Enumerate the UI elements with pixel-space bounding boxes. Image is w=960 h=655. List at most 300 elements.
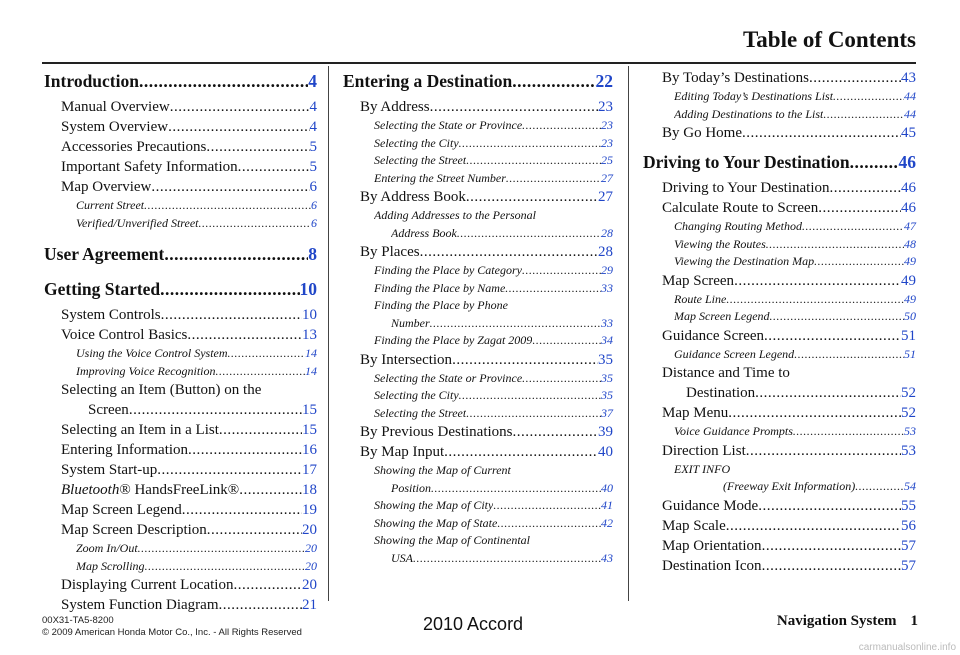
- toc-leader-dots: [793, 423, 904, 441]
- toc-page-number[interactable]: 46: [901, 180, 916, 196]
- page-number: 1: [910, 613, 918, 629]
- toc-leader-dots: [239, 480, 302, 500]
- toc-leader-dots: [512, 68, 595, 94]
- toc-entry[interactable]: [44, 575, 317, 595]
- toc-entry-title: Displaying Current Location: [61, 577, 234, 593]
- toc-entry[interactable]: [643, 423, 916, 441]
- toc-page-number[interactable]: 43: [901, 70, 916, 86]
- toc-entry[interactable]: [343, 97, 613, 117]
- toc-entry-title: Map Scrolling: [76, 558, 145, 573]
- toc-entry-title: Position: [391, 480, 432, 495]
- toc-entry[interactable]: [44, 500, 317, 520]
- toc-leader-dots: [161, 305, 302, 325]
- toc-entry[interactable]: [44, 480, 317, 500]
- toc-page-number[interactable]: 14: [305, 363, 317, 378]
- toc-leader-dots: [506, 170, 601, 188]
- toc-leader-dots: [138, 540, 305, 558]
- toc-page-number[interactable]: 52: [901, 385, 916, 401]
- toc-page-number[interactable]: 28: [598, 244, 613, 260]
- toc-entry-title: System Controls: [61, 307, 161, 323]
- toc-entry-title: By Places: [360, 244, 420, 260]
- toc-page-number[interactable]: 40: [601, 480, 613, 495]
- toc-entry[interactable]: [44, 177, 317, 197]
- toc-entry-title: Editing Today’s Destinations List: [674, 89, 834, 103]
- toc-entry[interactable]: [643, 516, 916, 536]
- toc-entry[interactable]: [643, 363, 916, 383]
- toc-entry[interactable]: [643, 178, 916, 198]
- toc-entry-title: Important Safety Information: [61, 159, 238, 175]
- toc-entry[interactable]: [44, 380, 317, 400]
- footer-nav: [777, 613, 918, 630]
- toc-entry-title: Showing the Map of Current: [374, 463, 511, 477]
- toc-entry-title: EXIT INFO: [674, 461, 731, 476]
- toc-page-number[interactable]: 5: [309, 159, 317, 175]
- toc-entry[interactable]: [643, 403, 916, 423]
- toc-page-number[interactable]: 51: [904, 346, 916, 361]
- toc-page-number[interactable]: 56: [901, 517, 916, 534]
- toc-leader-dots: [809, 68, 901, 88]
- toc-entry-title: Map Screen Legend: [61, 502, 182, 518]
- footer-model: 2010 Accord: [423, 614, 524, 634]
- toc-page-number[interactable]: 13: [302, 327, 317, 343]
- toc-page-number[interactable]: 48: [904, 236, 916, 251]
- toc-leader-dots: [219, 595, 303, 615]
- toc-page-number[interactable]: 53: [904, 424, 916, 438]
- toc-entry[interactable]: [643, 383, 916, 403]
- toc-page-number[interactable]: 21: [302, 597, 317, 613]
- toc-page-number[interactable]: 35: [601, 388, 613, 402]
- toc-entry[interactable]: [343, 170, 613, 188]
- toc-entry[interactable]: [44, 97, 317, 117]
- toc-leader-dots: [742, 123, 901, 143]
- toc-leader-dots: [145, 558, 305, 576]
- toc-entry[interactable]: [44, 276, 317, 302]
- toc-entry[interactable]: [343, 480, 613, 498]
- toc-entry[interactable]: [44, 363, 317, 381]
- toc-entry-title: Destination: [686, 385, 756, 401]
- toc-entry-title: By Intersection: [360, 351, 453, 368]
- toc-entry[interactable]: [343, 497, 613, 515]
- toc-column-2: [343, 68, 613, 567]
- toc-page-number[interactable]: 46: [898, 152, 916, 172]
- toc-entry-title: Selecting the Street: [374, 153, 467, 167]
- toc-leader-dots: [160, 276, 299, 302]
- toc-leader-dots: [157, 460, 302, 480]
- toc-entry-title: By Go Home: [662, 125, 742, 141]
- toc-entry[interactable]: [44, 400, 317, 420]
- toc-entry[interactable]: [343, 532, 613, 550]
- toc-leader-dots: [726, 516, 901, 536]
- toc-entry[interactable]: [643, 198, 916, 218]
- toc-entry[interactable]: [44, 137, 317, 157]
- toc-leader-dots: [228, 345, 305, 363]
- toc-entry[interactable]: [44, 440, 317, 460]
- toc-entry[interactable]: [44, 68, 317, 94]
- toc-leader-dots: [814, 253, 904, 271]
- toc-entry[interactable]: [44, 157, 317, 177]
- toc-entry[interactable]: [343, 242, 613, 262]
- toc-entry-title: Map Orientation: [662, 537, 762, 554]
- toc-entry-title-rest: ® HandsFreeLink®: [119, 482, 240, 498]
- toc-leader-dots: [188, 440, 302, 460]
- toc-page-number[interactable]: 54: [904, 479, 916, 493]
- toc-entry-title: Map Menu: [662, 405, 729, 421]
- toc-leader-dots: [734, 271, 901, 291]
- toc-entry[interactable]: [643, 218, 916, 236]
- toc-leader-dots: [207, 520, 302, 540]
- toc-entry[interactable]: [643, 253, 916, 271]
- toc-leader-dots: [129, 400, 302, 420]
- toc-entry[interactable]: [643, 88, 916, 106]
- toc-leader-dots: [151, 177, 309, 197]
- toc-leader-dots: [850, 149, 899, 175]
- toc-entry-title: Number: [391, 315, 430, 330]
- toc-entry[interactable]: [343, 350, 613, 370]
- toc-entry[interactable]: [44, 117, 317, 137]
- toc-page-number[interactable]: 18: [302, 482, 317, 498]
- toc-entry[interactable]: [643, 291, 916, 309]
- toc-entry[interactable]: [44, 197, 317, 215]
- toc-leader-dots: [199, 215, 311, 233]
- toc-page-number[interactable]: 45: [901, 125, 916, 141]
- toc-entry[interactable]: [44, 345, 317, 363]
- toc-leader-dots: [764, 326, 901, 346]
- toc-entry-title: By Map Input: [360, 444, 445, 460]
- toc-page-number[interactable]: 53: [901, 442, 916, 459]
- toc-leader-dots: [746, 441, 901, 461]
- toc-entry[interactable]: [343, 280, 613, 298]
- toc-entry-title: Improving Voice Recognition: [76, 363, 216, 378]
- footer-nav-label: Navigation System: [776, 613, 897, 629]
- toc-page-number[interactable]: 46: [901, 200, 916, 216]
- toc-leader-dots: [818, 198, 901, 218]
- toc-page-number[interactable]: 28: [601, 225, 613, 240]
- copyright: © 2009 American Honda Motor Co., Inc. - All Rights Reserved: [42, 627, 302, 638]
- toc-page-number[interactable]: 5: [309, 139, 317, 155]
- toc-entry-title: System Function Diagram: [61, 597, 219, 613]
- toc-entry[interactable]: [643, 461, 916, 479]
- toc-page-number[interactable]: 23: [601, 118, 613, 132]
- toc-entry-title: Zoom In/Out: [76, 541, 138, 555]
- toc-leader-dots: [726, 291, 904, 309]
- toc-page-number[interactable]: 35: [598, 351, 613, 368]
- toc-leader-dots: [459, 387, 601, 405]
- toc-leader-dots: [459, 135, 601, 153]
- toc-entry-title: By Previous Destinations: [360, 424, 513, 440]
- toc-leader-dots: [452, 350, 598, 370]
- toc-page-number[interactable]: 19: [302, 502, 317, 518]
- toc-entry-title: Selecting the City: [374, 388, 459, 402]
- toc-leader-dots: [830, 178, 901, 198]
- toc-entry-title: Changing Routing Method: [674, 219, 802, 233]
- toc-entry[interactable]: [343, 332, 613, 350]
- toc-leader-dots: [413, 550, 601, 568]
- toc-entry-title: System Overview: [61, 119, 169, 135]
- toc-leader-dots: [762, 556, 901, 576]
- toc-page-number[interactable]: 55: [901, 497, 916, 514]
- toc-entry-title: Guidance Screen Legend: [674, 346, 795, 361]
- toc-entry[interactable]: [44, 420, 317, 440]
- toc-page-number[interactable]: 25: [601, 153, 613, 167]
- toc-page-number[interactable]: 29: [601, 263, 613, 277]
- toc-page-number[interactable]: 40: [598, 444, 613, 460]
- toc-leader-dots: [238, 157, 310, 177]
- toc-entry[interactable]: [343, 187, 613, 207]
- toc-entry[interactable]: [643, 308, 916, 326]
- toc-entry[interactable]: [643, 346, 916, 364]
- column-divider: [328, 66, 329, 601]
- toc-leader-dots: [823, 106, 904, 124]
- toc-page-number[interactable]: 10: [299, 279, 317, 299]
- toc-entry[interactable]: [343, 315, 613, 333]
- toc-entry-title: Viewing the Routes: [674, 236, 766, 251]
- toc-entry[interactable]: [643, 496, 916, 516]
- toc-page-number[interactable]: 27: [601, 170, 613, 185]
- toc-entry[interactable]: [343, 405, 613, 423]
- toc-entry-title: Finding the Place by Category: [374, 263, 522, 277]
- toc-entry[interactable]: [343, 462, 613, 480]
- toc-page-number[interactable]: 52: [901, 405, 916, 421]
- toc-page-number[interactable]: 47: [904, 219, 916, 233]
- toc-entry-title: Manual Overview: [61, 99, 170, 115]
- toc-entry-title: System Start-up: [61, 462, 158, 478]
- toc-entry[interactable]: [643, 326, 916, 346]
- toc-page-number[interactable]: 20: [305, 558, 317, 573]
- toc-leader-dots: [466, 152, 601, 170]
- toc-entry-title: Entering Information: [61, 442, 189, 458]
- toc-page-number[interactable]: 6: [311, 215, 317, 230]
- toc-entry[interactable]: [343, 117, 613, 135]
- toc-entry-title: Map Screen: [662, 272, 735, 289]
- toc-entry-title: Calculate Route to Screen: [662, 200, 819, 216]
- toc-page-number[interactable]: 51: [901, 327, 916, 344]
- toc-leader-dots: [168, 117, 309, 137]
- toc-entry[interactable]: [44, 325, 317, 345]
- toc-leader-dots: [466, 187, 598, 207]
- toc-entry-title: Selecting the State or Province: [374, 370, 523, 385]
- toc-entry[interactable]: [643, 123, 916, 143]
- toc-entry-title-italic: Bluetooth: [61, 482, 120, 498]
- toc-entry[interactable]: [343, 515, 613, 533]
- toc-entry-title: Showing the Map of State: [374, 515, 498, 530]
- toc-entry-title: Direction List: [662, 442, 746, 459]
- toc-leader-dots: [164, 241, 308, 267]
- toc-entry[interactable]: [44, 595, 317, 615]
- toc-page-number[interactable]: 4: [308, 71, 317, 91]
- toc-page-number[interactable]: 4: [309, 119, 317, 135]
- toc-leader-dots: [855, 478, 904, 496]
- toc-entry-title: By Address Book: [360, 189, 466, 205]
- toc-entry-title: Showing the Map of City: [374, 498, 494, 512]
- toc-entry-title: Finding the Place by Name: [374, 280, 506, 295]
- toc-leader-dots: [497, 515, 601, 533]
- toc-entry[interactable]: [343, 422, 613, 442]
- toc-page-number[interactable]: 34: [601, 333, 613, 347]
- toc-page-number[interactable]: 49: [904, 291, 916, 306]
- toc-page-number[interactable]: 42: [601, 515, 613, 530]
- toc-leader-dots: [219, 420, 302, 440]
- column-divider: [628, 66, 629, 601]
- watermark: carmanualsonline.info: [858, 642, 956, 653]
- header-rule: [42, 62, 916, 64]
- toc-leader-dots: [139, 68, 308, 94]
- toc-entry[interactable]: [643, 68, 916, 88]
- toc-entry-title: Driving to Your Destination: [643, 152, 850, 172]
- toc-entry[interactable]: [44, 520, 317, 540]
- toc-leader-dots: [522, 370, 601, 388]
- toc-page-number[interactable]: 50: [904, 309, 916, 323]
- toc-entry-title: Guidance Mode: [662, 497, 759, 514]
- toc-leader-dots: [505, 280, 601, 298]
- toc-page-number[interactable]: 33: [601, 280, 613, 295]
- toc-entry[interactable]: [643, 106, 916, 124]
- toc-entry[interactable]: [643, 149, 916, 175]
- toc-page-number[interactable]: 57: [901, 557, 916, 574]
- footer-code: [42, 615, 302, 639]
- toc-leader-dots: [770, 308, 904, 326]
- toc-entry-title: Screen: [88, 402, 129, 418]
- toc-leader-dots: [170, 97, 310, 117]
- toc-page-number[interactable]: 15: [302, 402, 317, 418]
- toc-entry-title: Getting Started: [44, 279, 161, 299]
- toc-page-number[interactable]: 22: [595, 71, 613, 91]
- toc-entry-title: Introduction: [44, 71, 139, 91]
- toc-entry[interactable]: [343, 225, 613, 243]
- toc-entry-title: [61, 480, 239, 500]
- document-code: 00X31-TA5-8200: [42, 615, 114, 626]
- toc-page-number[interactable]: 33: [601, 315, 613, 330]
- toc-entry[interactable]: [643, 236, 916, 254]
- toc-page-number[interactable]: 39: [598, 424, 613, 440]
- toc-entry-title: Destination Icon: [662, 557, 762, 574]
- toc-entry[interactable]: [643, 271, 916, 291]
- toc-entry-title: Selecting an Item in a List: [61, 422, 219, 438]
- toc-entry-title: USA: [391, 550, 413, 565]
- toc-entry[interactable]: [643, 441, 916, 461]
- toc-leader-dots: [420, 242, 598, 262]
- toc-entry-title: Map Overview: [61, 179, 152, 195]
- toc-leader-dots: [794, 346, 904, 364]
- toc-entry[interactable]: [343, 262, 613, 280]
- toc-page-number[interactable]: 44: [904, 89, 916, 103]
- toc-page-number[interactable]: 49: [904, 254, 916, 268]
- toc-entry[interactable]: [643, 478, 916, 496]
- toc-leader-dots: [206, 137, 309, 157]
- toc-entry[interactable]: [343, 442, 613, 462]
- toc-leader-dots: [532, 332, 601, 350]
- toc-page-number[interactable]: 4: [309, 99, 317, 115]
- toc-page-number[interactable]: 43: [601, 550, 613, 565]
- toc-entry-title: Address Book: [391, 225, 457, 240]
- toc-entry-title: Adding Addresses to the Personal: [374, 208, 536, 222]
- page-title: Table of Contents: [743, 27, 916, 52]
- toc-page-number[interactable]: 49: [901, 272, 916, 289]
- toc-page-number[interactable]: 23: [598, 99, 613, 115]
- toc-leader-dots: [802, 218, 904, 236]
- toc-entry-title: (Freeway Exit Information): [723, 479, 856, 493]
- toc-entry[interactable]: [44, 305, 317, 325]
- toc-entry[interactable]: [643, 556, 916, 576]
- toc-entry[interactable]: [343, 370, 613, 388]
- toc-page-number[interactable]: 6: [311, 198, 317, 212]
- toc-leader-dots: [833, 88, 904, 106]
- toc-leader-dots: [144, 197, 311, 215]
- toc-page-number[interactable]: 57: [901, 537, 916, 554]
- toc-entry-title: Map Screen Legend: [674, 309, 770, 323]
- toc-entry-title: By Address: [360, 99, 430, 115]
- toc-page-number[interactable]: 15: [302, 422, 317, 438]
- toc-entry-title: Selecting an Item (Button) on the: [61, 382, 262, 398]
- toc-entry[interactable]: [343, 207, 613, 225]
- toc-leader-dots: [444, 442, 598, 462]
- toc-page-number[interactable]: 8: [308, 244, 317, 264]
- toc-entry[interactable]: [44, 558, 317, 576]
- toc-leader-dots: [466, 405, 601, 423]
- toc-entry-title: Showing the Map of Continental: [374, 533, 530, 547]
- toc-entry-title: Using the Voice Control System: [76, 346, 228, 360]
- toc-entry[interactable]: [44, 460, 317, 480]
- toc-leader-dots: [457, 225, 601, 243]
- toc-entry-title: Finding the Place by Phone: [374, 298, 508, 312]
- toc-page-number[interactable]: 10: [302, 307, 317, 323]
- toc-entry[interactable]: [343, 135, 613, 153]
- toc-entry[interactable]: [44, 540, 317, 558]
- toc-entry-title: Map Screen Description: [61, 522, 207, 538]
- toc-column-1: [44, 68, 317, 615]
- toc-page-number[interactable]: 23: [601, 135, 613, 150]
- toc-entry-title: Entering a Destination: [343, 71, 513, 91]
- toc-entry[interactable]: [44, 215, 317, 233]
- toc-entry-title: User Agreement: [44, 244, 165, 264]
- toc-leader-dots: [182, 500, 302, 520]
- toc-leader-dots: [755, 383, 901, 403]
- toc-entry[interactable]: [343, 68, 613, 94]
- toc-page-number[interactable]: 20: [302, 577, 317, 593]
- toc-entry[interactable]: [343, 387, 613, 405]
- toc-leader-dots: [187, 325, 302, 345]
- toc-entry-title: Route Line: [674, 291, 727, 306]
- toc-entry-title: Voice Guidance Prompts: [674, 424, 793, 438]
- toc-entry-title: By Today’s Destinations: [662, 70, 810, 86]
- toc-page-number[interactable]: 17: [302, 462, 317, 478]
- toc-page-number[interactable]: 16: [302, 442, 317, 458]
- toc-leader-dots: [758, 496, 901, 516]
- toc-entry-title: Finding the Place by Zagat 2009: [374, 333, 533, 347]
- toc-entry-title: Guidance Screen: [662, 327, 765, 344]
- toc-page-number[interactable]: 44: [904, 106, 916, 121]
- toc-entry-title: Selecting the State or Province: [374, 118, 523, 132]
- toc-leader-dots: [513, 422, 599, 442]
- toc-entry[interactable]: [343, 297, 613, 315]
- toc-page-number[interactable]: 27: [598, 189, 613, 205]
- toc-leader-dots: [216, 363, 305, 381]
- toc-entry[interactable]: [343, 550, 613, 568]
- toc-page-number[interactable]: 14: [305, 346, 317, 360]
- toc-leader-dots: [766, 236, 904, 254]
- toc-page-number[interactable]: 37: [601, 405, 613, 420]
- toc-page-number[interactable]: 41: [601, 498, 613, 512]
- toc-entry[interactable]: [44, 241, 317, 267]
- toc-entry-title: Distance and Time to: [662, 365, 790, 381]
- toc-entry[interactable]: [643, 536, 916, 556]
- toc-page-number[interactable]: 35: [601, 370, 613, 385]
- toc-page-number[interactable]: 20: [302, 522, 317, 538]
- toc-entry[interactable]: [343, 152, 613, 170]
- toc-leader-dots: [728, 403, 901, 423]
- toc-page-number[interactable]: 20: [305, 541, 317, 555]
- toc-page-number[interactable]: 6: [309, 179, 317, 195]
- toc-entry-title: Viewing the Destination Map: [674, 254, 815, 268]
